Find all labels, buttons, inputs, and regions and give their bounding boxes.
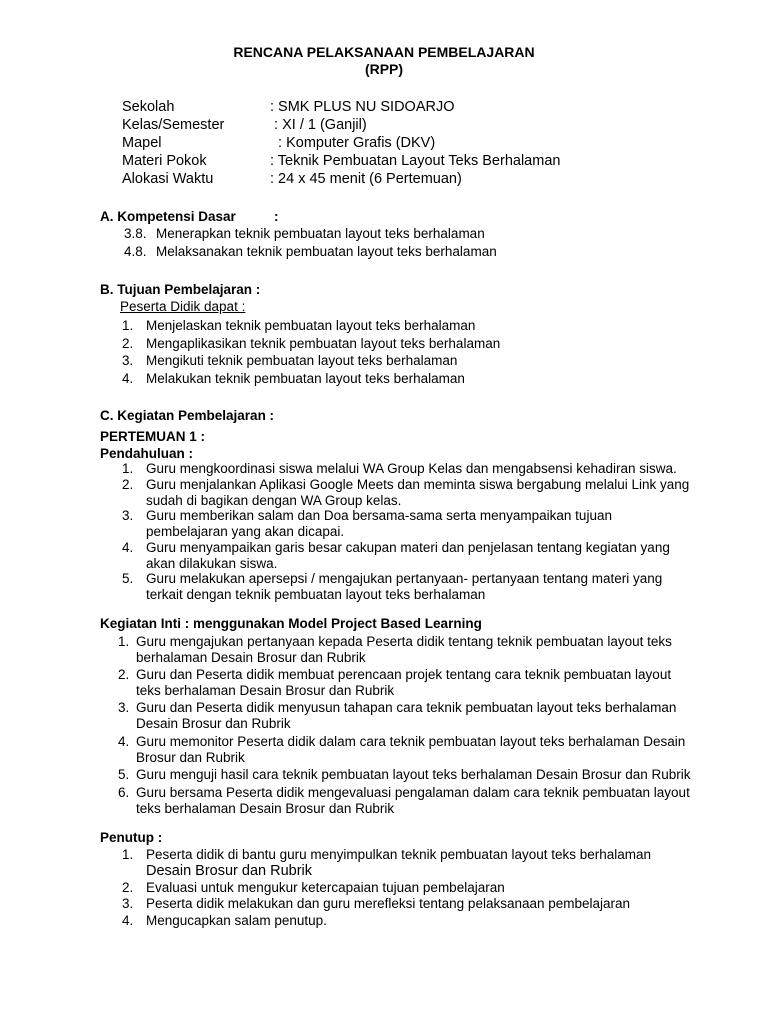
list-item-number: 3. [122,353,134,368]
list-item-continuation: Desain Brosur dan Rubrik [136,716,291,731]
section-heading-kompetensi: A. Kompetensi Dasar [100,209,236,224]
penutup-heading: Penutup : [100,830,163,845]
list-item-number: 1. [122,847,134,862]
list-item-number: 3. [122,508,134,523]
kegiatan-inti-heading: Kegiatan Inti : menggunakan Model Project Based Learning [100,616,482,631]
pendahuluan-heading: Pendahuluan : [100,446,194,461]
info-value: : 24 x 45 menit (6 Pertemuan) [270,171,462,187]
list-item-continuation: Desain Brosur dan Rubrik [146,863,313,879]
list-item: Guru memberikan salam dan Doa bersama-sama serta menyampaikan tujuan [146,508,612,523]
list-item-continuation: pembelajaran yang akan dicapai. [146,524,345,539]
list-item: Guru menyampaikan garis besar cakupan materi dan penjelasan tentang kegiatan yang [146,540,670,555]
list-item-number: 1. [118,634,130,649]
list-item: Mengaplikasikan teknik pembuatan layout teks berhalaman [146,336,501,351]
list-item-number: 2. [122,477,134,492]
info-row-alokasi [122,170,462,188]
list-item-continuation: akan dilakukan siswa. [146,556,278,571]
section-heading-colon: : [274,209,279,224]
list-item: Guru menjalankan Aplikasi Google Meets dan meminta siswa bergabung melalui Link yang [146,477,690,492]
list-item-number: 5. [118,767,130,782]
info-value: : XI / 1 (Ganjil) [270,117,367,133]
list-item: Guru mengkoordinasi siswa melalui WA Group Kelas dan mengabsensi kehadiran siswa. [146,461,677,476]
info-label: Materi Pokok [122,153,207,169]
list-item: Guru memonitor Peserta didik dalam cara teknik pembuatan layout teks berhalaman Desain [136,734,686,749]
list-item: Melakukan teknik pembuatan layout teks berhalaman [146,371,465,386]
info-value: : SMK PLUS NU SIDOARJO [270,99,455,115]
list-item-continuation: terkait dengan teknik pembuatan layout teks berhalaman [146,587,486,602]
list-item: Mengucapkan salam penutup. [146,913,327,928]
list-item: Guru dan Peserta didik membuat perencaan projek tentang cara teknik pembuatan layout [136,667,672,682]
list-item: Guru mengajukan pertanyaan kepada Peserta didik tentang teknik pembuatan layout teks [136,634,672,649]
list-item-number: 4.8. [124,244,147,259]
list-item: Peserta didik melakukan dan guru merefleksi tentang pelaksanaan pembelajaran [146,896,631,911]
list-item: Guru menguji hasil cara teknik pembuatan layout teks berhalaman Desain Brosur dan Rubrik [136,767,691,782]
list-item-continuation: berhalaman Desain Brosur dan Rubrik [136,650,366,665]
list-item-number: 4. [122,913,134,928]
list-item-number: 4. [122,540,134,555]
list-item: Menerapkan teknik pembuatan layout teks berhalaman [156,226,485,241]
list-item-number: 2. [118,667,130,682]
list-item-number: 4. [122,371,134,386]
list-item: Menjelaskan teknik pembuatan layout teks berhalaman [146,318,476,333]
list-item: Melaksanakan teknik pembuatan layout teks berhalaman [156,244,497,259]
list-item-number: 6. [118,785,130,800]
info-label: Mapel [122,135,162,151]
pertemuan-heading: PERTEMUAN 1 : [100,429,206,444]
list-item-number: 1. [122,318,134,333]
info-value: : Komputer Grafis (DKV) [270,135,436,151]
tujuan-intro: Peserta Didik dapat : [120,299,246,314]
section-heading-tujuan: B. Tujuan Pembelajaran : [100,282,261,297]
doc-title: RENCANA PELAKSANAAN PEMBELAJARAN [233,44,535,60]
info-row-mapel [122,134,435,152]
list-item-number: 2. [122,880,134,895]
list-item-number: 2. [122,336,134,351]
list-item-number: 4. [118,734,130,749]
list-item: Mengikuti teknik pembuatan layout teks berhalaman [146,353,458,368]
list-item: Guru dan Peserta didik menyusun tahapan cara teknik pembuatan layout teks berhalaman [136,700,677,715]
section-heading-kegiatan: C. Kegiatan Pembelajaran : [100,408,275,423]
list-item: Guru bersama Peserta didik mengevaluasi pengalaman dalam cara teknik pembuatan layout [136,785,690,800]
list-item-number: 5. [122,571,134,586]
list-item-continuation: sudah di bagikan dengan WA Group kelas. [146,493,402,508]
list-item-continuation: teks berhalaman Desain Brosur dan Rubrik [136,683,395,698]
info-label: Kelas/Semester [122,117,225,133]
list-item-number: 3. [118,700,130,715]
info-row-kelas [122,116,367,134]
list-item-continuation: Brosur dan Rubrik [136,750,245,765]
info-row-materi [122,152,560,170]
info-label: Sekolah [122,99,175,115]
info-row-sekolah [122,98,455,116]
list-item-continuation: teks berhalaman Desain Brosur dan Rubrik [136,801,395,816]
list-item-number: 1. [122,461,134,476]
info-value: : Teknik Pembuatan Layout Teks Berhalaman [270,153,561,169]
list-item-number: 3. [122,896,134,911]
info-label: Alokasi Waktu [122,171,214,187]
list-item: Evaluasi untuk mengukur ketercapaian tujuan pembelajaran [146,880,505,895]
list-item-number: 3.8. [124,226,147,241]
list-item: Peserta didik di bantu guru menyimpulkan teknik pembuatan layout teks berhalaman [146,847,652,862]
doc-subtitle: (RPP) [364,61,404,77]
list-item: Guru melakukan apersepsi / mengajukan pertanyaan- pertanyaan tentang materi yang [146,571,663,586]
